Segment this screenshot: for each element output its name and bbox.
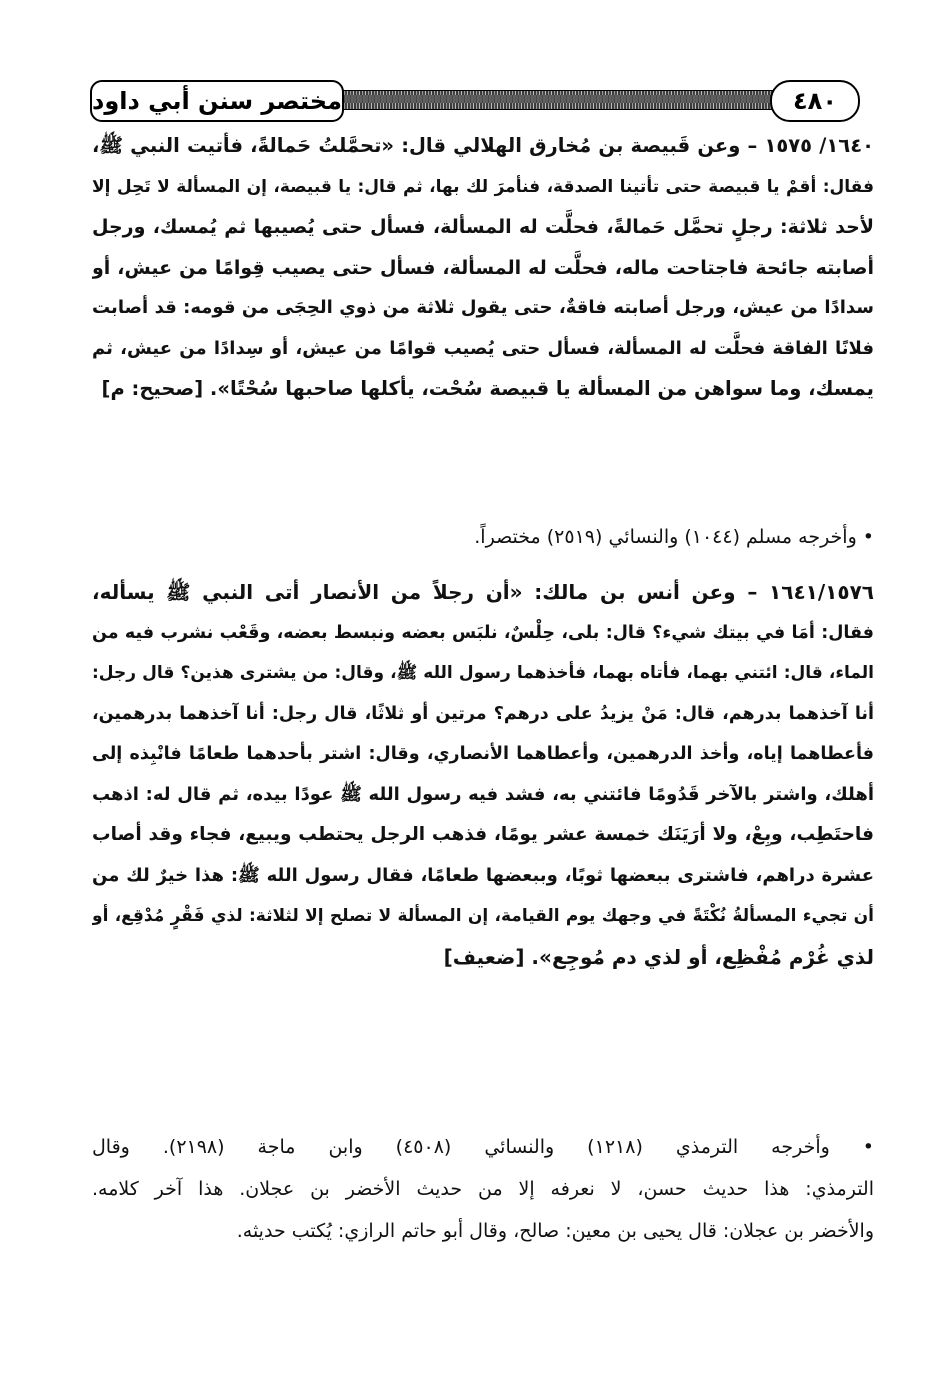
book-title: مختصر سنن أبي داود [92, 87, 342, 115]
page-header [90, 78, 860, 122]
hadith-1641 [92, 572, 874, 977]
note-line: • وأخرجه مسلم (١٠٤٤) والنسائي (٢٥١٩) مختصراً. [474, 526, 874, 548]
hadith-line: سدادًا من عيش، ورجل أصابته فاقةٌ، حتى يقول ثلاثة من ذوي الحِجَى من قومه: قد أصابت [92, 297, 874, 318]
hadith-line: فاحتَطِب، وبِعْ، ولا أرَيَنَك خمسة عشر يومًا، فذهب الرجل يحتطب ويبيع، فجاء وقد أصاب [92, 824, 874, 845]
hadith-line: ١٦٤١/١٥٧٦ – وعن أنس بن مالك: «أن رجلاً من الأنصار أتى النبي ﷺ يسأله، [92, 580, 874, 604]
hadith-1640 [92, 126, 874, 410]
hadith-line: يمسك، وما سواهن من المسألة يا قبيصة سُحْت، يأكلها صاحبها سُحْتًا». [صحيح: م] [101, 377, 874, 400]
page-number-box [770, 80, 860, 122]
hadith-line: فلانًا الفاقة فحلَّت له المسألة، فسأل حتى يُصيب قوامًا من عيش، أو سِدادًا من عيش، ثم [92, 337, 874, 359]
hadith-line: فأعطاهما إياه، وأخذ الدرهمين، وأعطاهما الأنصاري، وقال: اشتر بأحدهما طعامًا فانْبِذه إلى [92, 744, 874, 764]
note-line: • وأخرجه الترمذي (١٢١٨) والنسائي (٤٥٠٨) وابن ماجة (٢١٩٨). وقال [92, 1136, 874, 1158]
note-line: الترمذي: هذا حديث حسن، لا نعرفه إلا من حديث الأخضر بن عجلان. هذا آخر كلامه. [92, 1178, 874, 1200]
hadith-line: لذي غُرْم مُفْظِع، أو لذي دم مُوجِع». [ضعيف] [443, 944, 874, 969]
takhrij-note-1 [92, 516, 874, 558]
note-line: والأخضر بن عجلان: قال يحيى بن معين: صالح، وقال أبو حاتم الرازي: يُكتب حديثه. [236, 1220, 874, 1242]
hadith-line: عشرة دراهم، فاشترى ببعضها ثوبًا، وببعضها طعامًا، فقال رسول الله ﷺ: هذا خيرٌ لك من [92, 864, 874, 886]
header-ornament-texture [332, 95, 798, 103]
hadith-line: أهلك، واشتر بالآخر قَدُومًا فائتني به، فشد فيه رسول الله ﷺ عودًا بيده، ثم قال له: اذهب [92, 783, 874, 805]
hadith-line: أصابته جائحة فاجتاحت ماله، فحلَّت له المسألة، فسأل حتى يصيب قِوامًا من عيش، أو [92, 256, 874, 279]
takhrij-note-2 [92, 1126, 874, 1252]
hadith-line: الماء، قال: ائتني بهما، فأتاه بهما، فأخذهما رسول الله ﷺ، وقال: من يشترى هذين؟ قال رجل: [92, 663, 874, 683]
hadith-line: أنا آخذهما بدرهم، قال: مَنْ يزيدُ على درهم؟ مرتين أو ثلاثًا، قال رجل: أنا آخذهما بدرهمين، [92, 703, 874, 724]
page-number: ٤٨٠ [793, 87, 837, 115]
hadith-line: لأحد ثلاثة: رجلٍ تحمَّل حَمالةً، فحلَّت له المسألة، فسأل حتى يُصيبها ثم يُمسك، ورجل [92, 216, 874, 238]
hadith-line: فقال: أقمْ يا قبيصة حتى تأتينا الصدقة، فنأمرَ لك بها، ثم قال: يا قبيصة، إن المسألة لا تَحِل إلا [92, 176, 874, 197]
book-title-box [90, 80, 344, 122]
hadith-line: أن تجيء المسألةُ نُكْتَةً في وجهك يوم القيامة، إن المسألة لا تصلح إلا لثلاثة: لذي فَقْرٍ مُدْقِع، أو [92, 906, 874, 926]
hadith-line: ١٦٤٠/ ١٥٧٥ – وعن قَبيصة بن مُخارق الهلالي قال: «تحمَّلتُ حَمالةً، فأتيت النبي ﷺ، [92, 134, 874, 157]
hadith-line: فقال: أمَا في بيتك شيء؟ قال: بلى، حِلْسٌ، نلبَس بعضه ونبسط بعضه، وقَعْب نشرب فيه من [92, 622, 874, 643]
